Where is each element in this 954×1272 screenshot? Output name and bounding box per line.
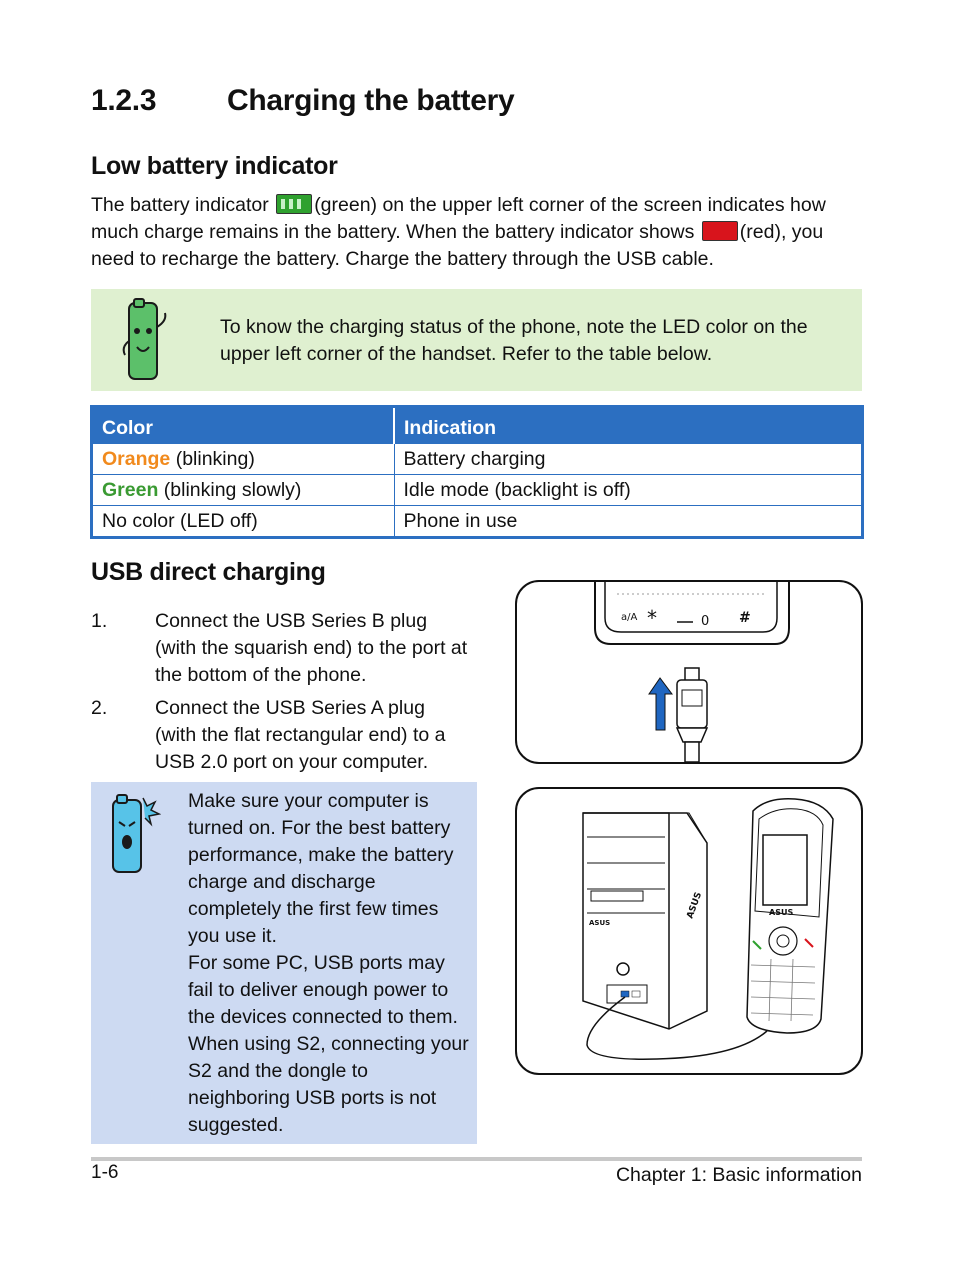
list-item — [91, 695, 471, 776]
usb-charging-heading: USB direct charging — [91, 558, 326, 586]
pc-side-brand: ASUS — [685, 890, 705, 921]
section-heading — [91, 84, 514, 118]
chapter-label: Chapter 1: Basic information — [615, 1164, 862, 1186]
pc-and-phone-illustration — [517, 789, 861, 1073]
key-label-star: * — [647, 606, 657, 630]
table-header-row — [92, 407, 863, 444]
table-row — [92, 444, 863, 475]
usb-steps-list — [91, 608, 471, 782]
page-number: 1-6 — [91, 1162, 119, 1183]
color-detail: No color (LED off) — [102, 509, 258, 532]
table-row — [92, 475, 863, 506]
pc-connection-figure — [515, 787, 863, 1075]
phone-bottom-illustration — [517, 582, 861, 762]
section-title: Charging the battery — [227, 84, 515, 117]
key-label-zero: 0 — [701, 614, 710, 629]
section-number: 1.2.3 — [91, 84, 157, 117]
step-text: Connect the USB Series A plug (with the flat rectangular end) to a USB 2.0 port on your computer. — [155, 697, 446, 773]
warning-note — [91, 782, 477, 1144]
led-color-table — [90, 405, 864, 539]
warning-paragraph-2: For some PC, USB ports may fail to deliver enough power to the devices connected to them. When using S2, connecting your S2 and the dongle to neighboring USB ports is not suggested. — [188, 952, 469, 1136]
color-detail: (blinking) — [170, 447, 255, 470]
table-cell-indication: Battery charging — [394, 444, 863, 475]
intro-text-1: The battery indicator — [91, 194, 269, 216]
table-cell-indication: Idle mode (backlight is off) — [394, 475, 863, 506]
warning-paragraph-1: Make sure your computer is turned on. For the best battery performance, make the battery charge and discharge completely the first few times you use it. — [188, 790, 454, 947]
color-name-orange: Orange — [102, 447, 171, 470]
happy-phone-mascot-icon — [121, 297, 173, 385]
intro-text-2: (green) on the upper left corner of the screen indicates how much charge remains in the battery. When the battery indicator shows — [91, 194, 826, 243]
step-number: 1. — [91, 610, 108, 632]
color-name-green: Green — [102, 478, 159, 501]
key-label-hash: # — [739, 610, 751, 626]
low-battery-heading: Low battery indicator — [91, 152, 338, 180]
usb-plug-figure — [515, 580, 863, 764]
step-number: 2. — [91, 697, 108, 719]
tip-note — [91, 289, 862, 391]
table-cell-indication: Phone in use — [394, 506, 863, 538]
footer-rule — [91, 1157, 862, 1161]
battery-full-icon — [276, 194, 312, 214]
intro-text-3: (red), you need to recharge the battery. Charge the battery through the USB cable. — [91, 221, 824, 270]
tip-note-text: To know the charging status of the phone, note the LED color on the upper left corner of the handset. Refer to the table below. — [220, 316, 808, 365]
key-label-case: a/A — [621, 612, 638, 623]
pc-brand-logo: ASUS — [589, 919, 611, 927]
column-header-color: Color — [92, 407, 395, 444]
table-row — [92, 506, 863, 538]
table-cell-color — [92, 444, 395, 475]
list-item — [91, 608, 471, 689]
table-cell-color — [92, 506, 395, 538]
column-header-indication: Indication — [394, 407, 863, 444]
alarmed-phone-mascot-icon — [107, 792, 161, 876]
low-battery-paragraph — [91, 192, 861, 273]
battery-low-icon — [702, 221, 738, 241]
phone-brand-logo: ASUS — [769, 908, 794, 917]
table-cell-color — [92, 475, 395, 506]
color-detail: (blinking slowly) — [158, 478, 302, 501]
warning-note-text — [188, 788, 473, 1139]
step-text: Connect the USB Series B plug (with the squarish end) to the port at the bottom of the phone. — [155, 610, 468, 686]
